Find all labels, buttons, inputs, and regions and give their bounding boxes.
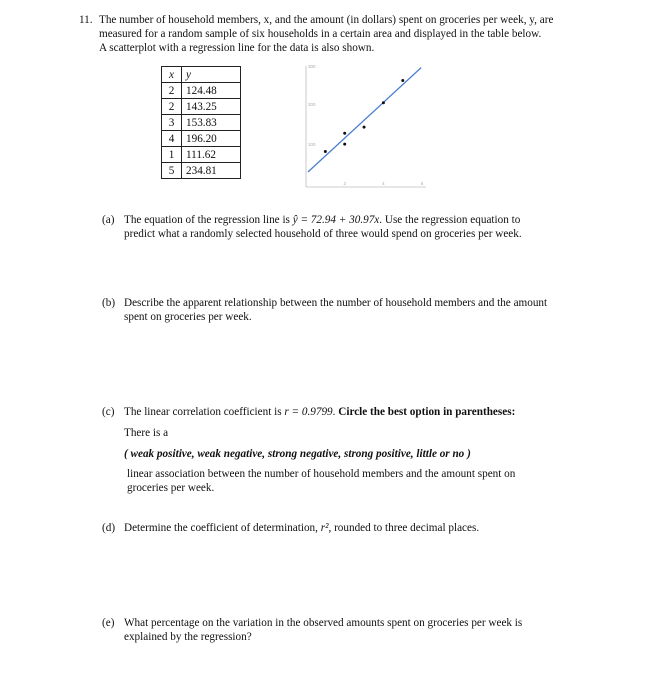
part-c-label: (c) [102,406,115,418]
table-row [162,115,241,131]
table-header-y: y [182,67,241,83]
part-c-colon: : [511,406,516,418]
intro-line-3: A scatterplot with a regression line for the data is also shown. [99,42,375,54]
table-cell-x: 1 [162,147,182,163]
regression-line [308,68,421,172]
part-e-text [124,616,594,644]
y-tick-label: 300 [308,64,316,69]
x-tick-label: 2 [343,181,346,186]
correlation-equation: r = 0.9799 [284,406,333,418]
data-point [324,150,327,153]
data-point [401,79,404,82]
table-cell-x: 4 [162,131,182,147]
part-a-post: . Use the regression equation to [379,214,521,226]
table-row [162,131,241,147]
part-b-label: (b) [102,297,116,309]
table-cell-y: 111.62 [182,147,241,163]
data-point [382,101,385,104]
part-e-line-2: explained by the regression? [124,631,252,643]
part-e-line-1: What percentage on the variation in the observed amounts spent on groceries per week is [124,617,523,629]
part-d-post: , rounded to three decimal places. [328,522,480,534]
part-c-pre: The linear correlation coefficient is [124,406,285,418]
y-tick-label: 100 [308,142,316,147]
part-a-pre: The equation of the regression line is [124,214,293,226]
intro-line-1: The number of household members, x, and the amount (in dollars) spent on groceries per week, y, are [99,14,554,26]
table-cell-y: 124.48 [182,83,241,99]
table-cell-x: 2 [162,99,182,115]
part-a-text [124,213,594,241]
part-a-label: (a) [102,214,115,226]
data-point [343,132,346,135]
part-c-line-1 [124,405,594,419]
part-e-label: (e) [102,617,115,629]
part-c-line-2: There is a [124,427,169,439]
part-c-instruction: Circle the best option in parentheses [338,406,512,418]
table-header-row [162,67,241,83]
part-d-label: (d) [102,522,116,534]
part-b-line-1: Describe the apparent relationship between the number of household members and the amount [124,297,548,309]
table-cell-y: 143.25 [182,99,241,115]
table-row [162,163,241,179]
part-a-line-2: predict what a randomly selected household of three would spend on groceries per week. [124,228,522,240]
part-c-post: . [332,406,339,418]
table-cell-y: 196.20 [182,131,241,147]
table-cell-x: 2 [162,83,182,99]
part-b-text [124,296,594,324]
determination-symbol: r² [320,522,329,534]
table-row [162,147,241,163]
x-tick-label: 6 [420,181,424,186]
part-c-continuation [127,467,597,495]
part-a-line-1 [124,213,594,227]
regression-equation: ŷ = 72.94 + 30.97x [292,214,380,226]
intro-line-2: measured for a random sample of six households in a certain area and displayed in the table below. [99,28,542,40]
data-table [161,66,241,179]
part-c-line-4: linear association between the number of household members and the amount spent on [127,468,516,480]
table-header-x: x [162,67,182,83]
x-tick-label: 4 [382,181,385,186]
question-intro [99,13,599,55]
part-d-text [124,521,594,535]
data-point [343,143,346,146]
part-b-line-2: spent on groceries per week. [124,311,252,323]
scatterplot [296,56,432,192]
table-cell-x: 5 [162,163,182,179]
data-point [363,126,366,129]
table-row [162,99,241,115]
part-c-line-5: groceries per week. [127,482,215,494]
table-row [162,83,241,99]
table-cell-x: 3 [162,115,182,131]
part-d-pre: Determine the coefficient of determination, [124,522,321,534]
table-cell-y: 234.81 [182,163,241,179]
part-c-options[interactable]: ( weak positive, weak negative, strong negative, strong positive, little or no ) [124,448,471,460]
y-tick-label: 200 [308,102,316,107]
scatterplot-svg [296,56,432,192]
question-number: 11. [79,14,93,26]
table-cell-y: 153.83 [182,115,241,131]
part-c-text [124,405,594,419]
